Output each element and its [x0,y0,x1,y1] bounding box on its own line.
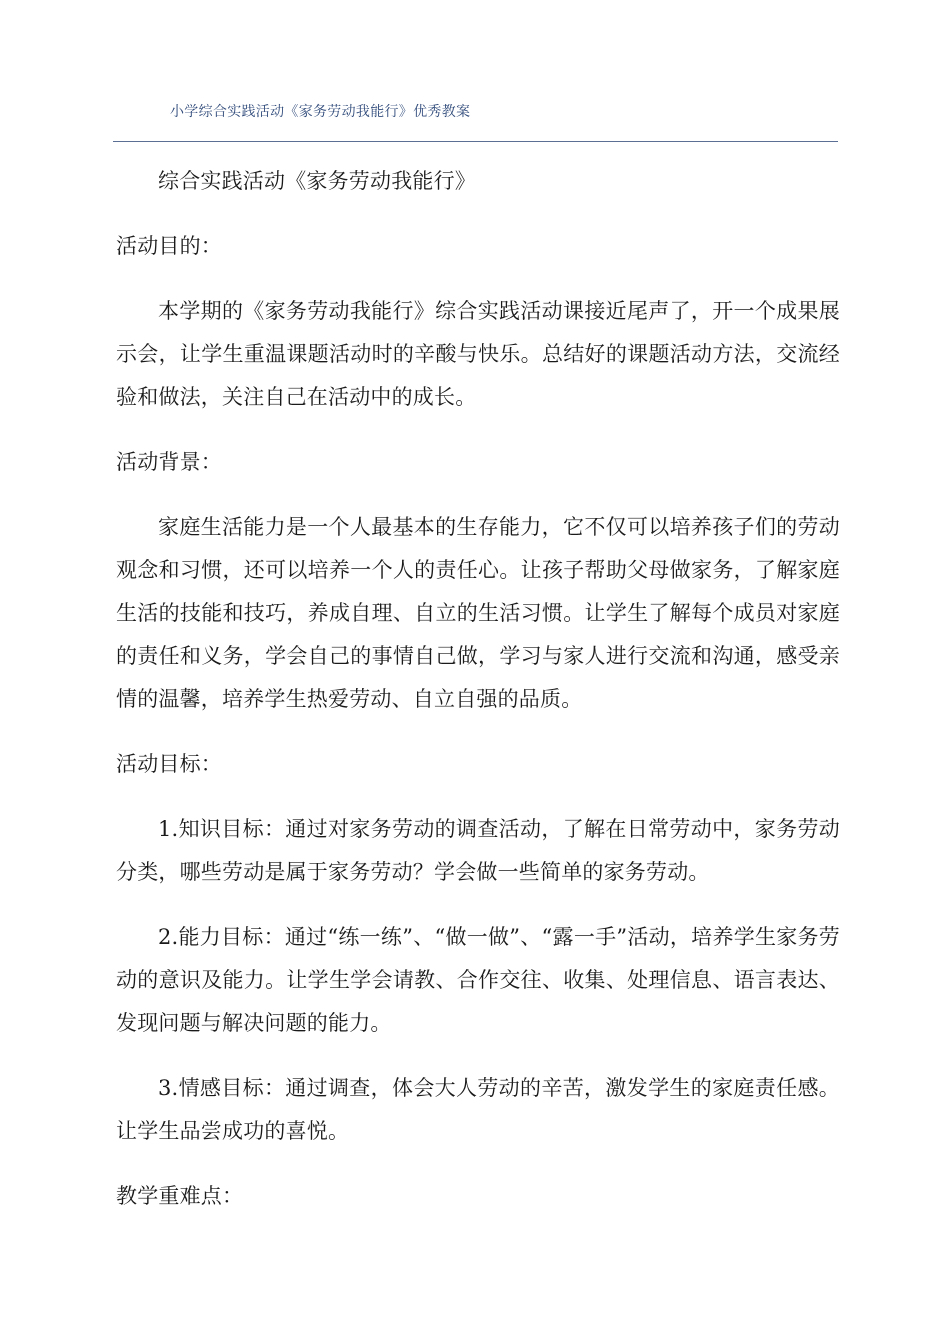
running-header: 小学综合实践活动《家务劳动我能行》优秀教案 [170,104,471,120]
goal-emotion: 3.情感目标：通过调查，体会大人劳动的辛苦，激发学生的家庭责任感。让学生品尝成功的喜悦。 [116,1076,840,1143]
document-title: 综合实践活动《家务劳动我能行》 [158,169,476,193]
goal-knowledge: 1.知识目标：通过对家务劳动的调查活动，了解在日常劳动中，家务劳动分类，哪些劳动是属于家务劳动？学会做一些简单的家务劳动。 [116,817,840,884]
paragraph-background: 家庭生活能力是一个人最基本的生存能力，它不仅可以培养孩子们的劳动观念和习惯，还可以培养一个人的责任心。让孩子帮助父母做家务，了解家庭生活的技能和技巧，养成自理、自立的生活习惯。让学生了解每个成员对家庭的责任和义务，学会自己的事情自己做，学习与家人进行交流和沟通，感受亲情的温馨，培养学生热爱劳动、自立自强的品质。 [116,515,840,711]
heading-goals: 活动目标： [116,752,222,776]
heading-background: 活动背景： [116,450,222,474]
heading-purpose: 活动目的： [116,234,222,258]
header-divider [113,141,838,142]
paragraph-purpose: 本学期的《家务劳动我能行》综合实践活动课接近尾声了，开一个成果展示会，让学生重温课题活动时的辛酸与快乐。总结好的课题活动方法，交流经验和做法，关注自己在活动中的成长。 [116,299,840,409]
goal-ability: 2.能力目标：通过“练一练”、“做一做”、“露一手”活动，培养学生家务劳动的意识及能力。让学生学会请教、合作交往、收集、处理信息、语言表达、发现问题与解决问题的能力。 [116,925,840,1035]
document-body [116,160,840,1218]
heading-difficulty: 教学重难点： [116,1184,244,1208]
